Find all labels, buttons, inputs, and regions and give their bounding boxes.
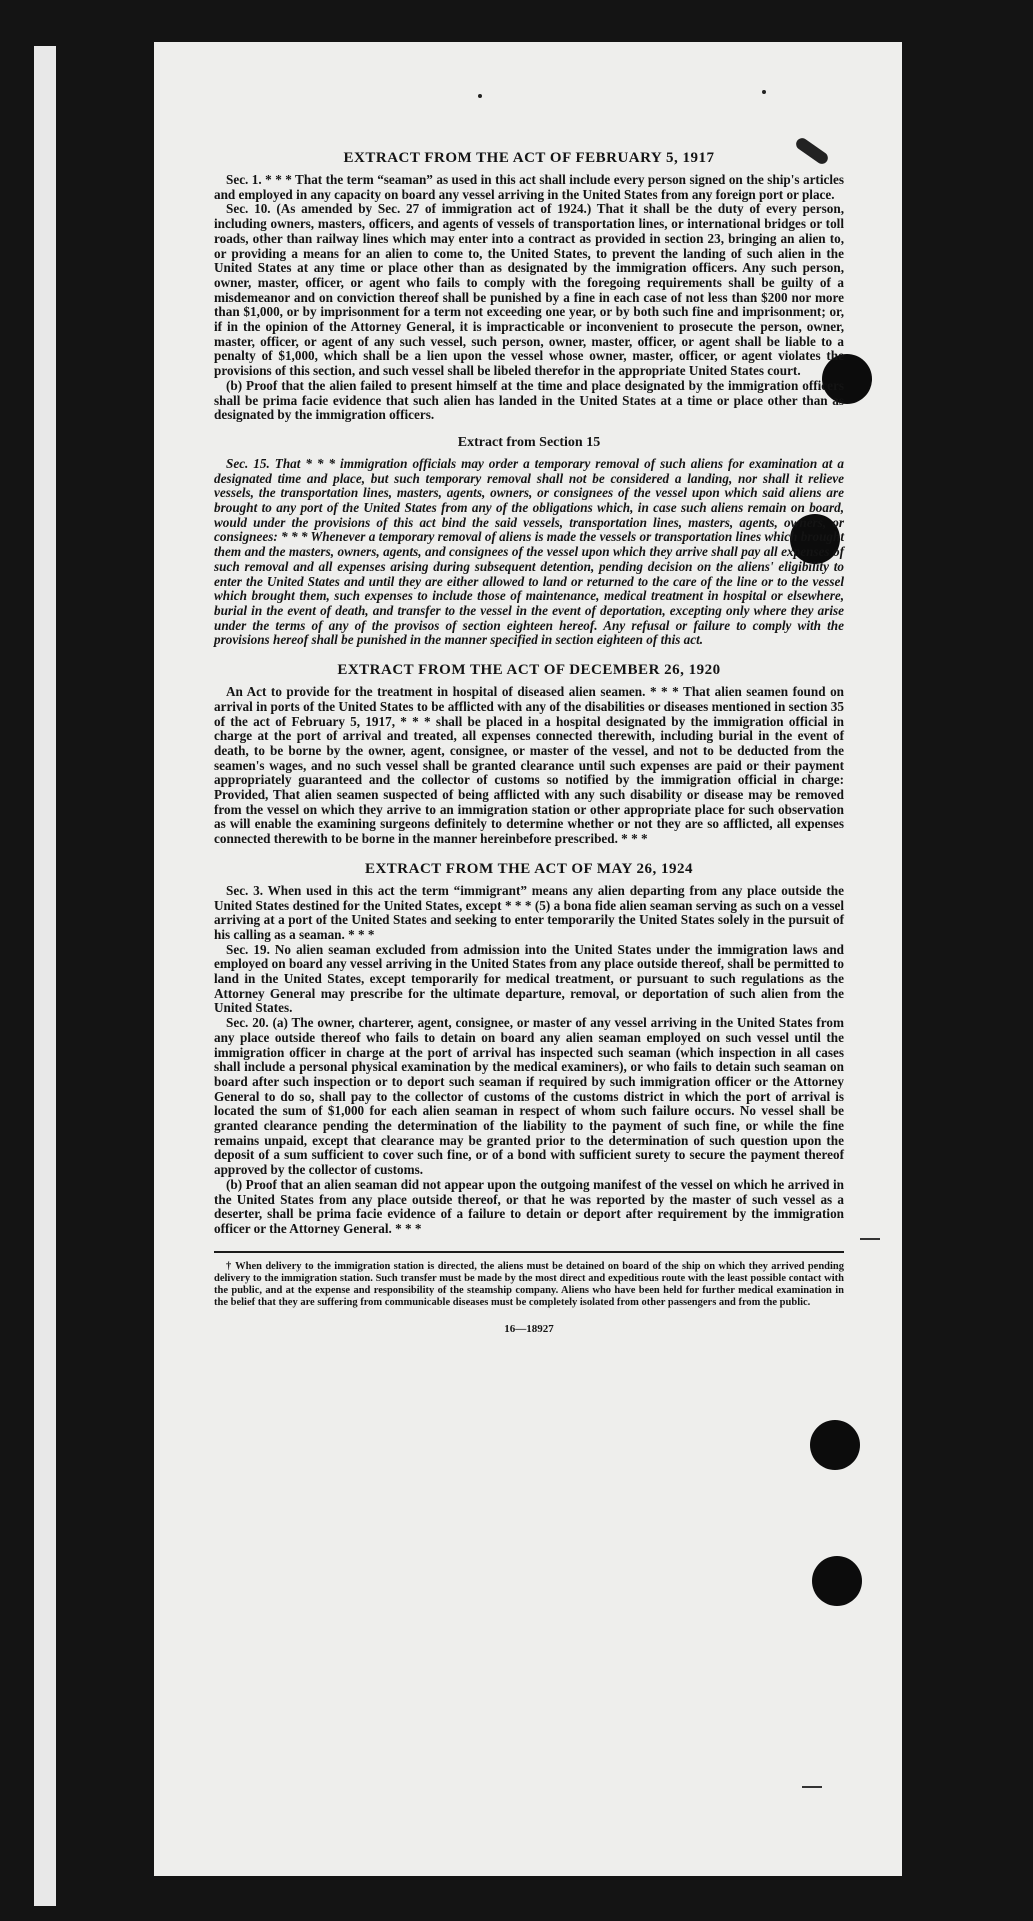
- heading-section-15: Extract from Section 15: [457, 434, 601, 450]
- heading-act-1917: EXTRACT FROM THE ACT OF FEBRUARY 5, 1917: [343, 150, 715, 166]
- speck: [762, 90, 766, 94]
- paragraph-sec-20: Sec. 20. (a) The owner, charterer, agent, consignee, or master of any vessel arriving in the United States from any place outside thereof who fails to detain on board any alien seaman employed on such vessel until the immigration officer in charge at the port of arrival has inspected such seaman (which inspection in all cases shall include a personal physical examination by the medical examiners), or who fails to detain such seaman on board after such inspection or to deport such seaman if required by such immigration officer or the Attorney General to do so, shall pay to the collector of customs of the customs district in which the port of arrival is located the sum of $1,000 for each alien seaman in respect of whom such failure occurs. No vessel shall be granted clearance pending the determination of the liability to the payment of such fine, or while the fine remains unpaid, except that clearance may be granted prior to the determination of such question upon the deposit of a sum sufficient to cover such fine, or of a bond with sufficient surety to secure the payment thereof approved by the collector of customs.: [214, 1015, 844, 1178]
- paragraph-sec-10-b: (b) Proof that the alien failed to present himself at the time and place designated by the immigration officers shall be prima facie evidence that such alien has landed in the United States at a time or place other than as designated by the immigration officers.: [214, 377, 844, 423]
- mark: [860, 1238, 880, 1240]
- paragraph-sec-20-b: (b) Proof that an alien seaman did not appear upon the outgoing manifest of the vessel on which he arrived in the United States from any place outside thereof, or that he was reported by the master of such vessel as a deserter, shall be prima facie evidence of a failure to detain or deport after requirement by the immigration officer or the Attorney General. * * *: [214, 1176, 844, 1236]
- paragraph-sec-10: Sec. 10. (As amended by Sec. 27 of immigration act of 1924.) That it shall be the duty of every person, including owners, masters, officers, and agents of vessels of transportation lines, or international bridges or toll roads, other than railway lines which may enter into a contract as provided in section 23, bringing an alien to, or providing a means for an alien to come to, the United States, to prevent the landing of such alien in the United States at any time or place other than as designated by the immigration officers. Any such person, owner, master, officer, or agent who fails to comply with the foregoing requirements shall be guilty of a misdemeanor and on conviction thereof shall be punished by a fine in each case of not less than $200 nor more than $1,000, or by imprisonment for a term not exceeding one year, or by both such fine and imprisonment; or, if in the opinion of the Attorney General, it is impracticable or inconvenient to prosecute the person, owner, master, officer, or agent of any such vessel, such person, owner, master, officer, or agent shall be liable to a penalty of $1,000, which shall be a lien upon the vessel whose owner, master, officer, or agent violates the provisions of this section, and such vessel shall be libeled therefor in the appropriate United States court.: [214, 201, 844, 379]
- heading-act-1924: EXTRACT FROM THE ACT OF MAY 26, 1924: [364, 860, 694, 877]
- footnote: † When delivery to the immigration station is directed, the aliens must be detained on board of the ship on which they arrived pending delivery to the immigration station. Such transfer must be made by the most direct and expeditious route with the least possible contact with the public, and at the expense and responsibility of the steamship company. Aliens who have been held for further medical examination in the belief that they are suffering from communicable diseases must be completely isolated from other passengers and from the public.: [214, 1260, 844, 1308]
- paragraph-sec-19: Sec. 19. No alien seaman excluded from admission into the United States under the immigration laws and employed on board any vessel arriving in the United States from any place outside thereof, shall be permitted to land in the United States, except temporarily for medical treatment, or pursuant to such regulations as the Attorney General may prescribe for the ultimate departure, removal, or deportation of such alien from the United States.: [214, 941, 844, 1016]
- paragraph-sec-3: Sec. 3. When used in this act the term “immigrant” means any alien departing from any place outside the United States destined for the United States, except * * * (5) a bona fide alien seaman serving as such on a vessel arriving at a port of the United States and seeking to enter temporarily the United States solely in the pursuit of his calling as a seaman. * * *: [214, 882, 844, 942]
- paragraph-act-1920: An Act to provide for the treatment in hospital of diseased alien seamen. * * * That alien seamen found on arrival in ports of the United States to be afflicted with any of the disabilities or diseases mentioned in section 35 of the act of February 5, 1917, * * * shall be placed in a hospital designated by the immigration official in charge at the port of arrival and treated, all expenses connected therewith, including burial in the event of death, to be borne by the owner, agent, consignee, or master of the vessel, and not to be deducted from the seamen's wages, and no such vessel shall be granted clearance until such expenses are paid or their payment appropriately guaranteed and the collector of customs so notified by the immigration official in charge: Provided, That alien seamen suspected of being afflicted with any such disability or disease may be removed from the vessel on which they arrive to an immigration station or other appropriate place for such observation as will enable the examining surgeons definitely to determine whether or not they are so afflicted, all expenses connected therewith to be borne in the manner hereinbefore prescribed. * * *: [214, 684, 844, 847]
- footnote-divider: [214, 1251, 844, 1253]
- speck: [478, 94, 482, 98]
- punch-hole: [812, 1556, 862, 1606]
- heading-act-1920: EXTRACT FROM THE ACT OF DECEMBER 26, 1920: [337, 662, 721, 679]
- paragraph-sec-15: Sec. 15. That * * * immigration officials may order a temporary removal of such aliens for examination at a designated time and place, but such temporary removal shall not be considered a landing, nor shall it relieve vessels, the transportation lines, masters, agents, owners, or consignees of the vessel upon which said aliens are brought to any port of the United States from any of the obligations which, in case such aliens remain on board, would under the provisions of this act bind the said vessels, transportation lines, masters, agents, owners, or consignees: * * * Whenever a temporary removal of aliens is made the vessels or transportation lines which brought them and the masters, owners, agents, and consignees of the vessel upon which they arrive shall pay all expenses of such removal and all expenses arising during subsequent detention, pending decision on the aliens' eligibility to enter the United States and until they are either allowed to land or returned to the care of the line or to the vessel which brought them, such expenses to include those of maintenance, medical treatment in hospital or elsewhere, burial in the event of death, and transfer to the vessel in the event of deportation, excepting only where they arise under the terms of any of the provisos of section eighteen hereof. Any refusal or failure to comply with the provisions hereof shall be punished in the manner specified in section eighteen of this act.: [214, 455, 844, 648]
- punch-hole: [810, 1420, 860, 1470]
- mark: [802, 1786, 822, 1788]
- adjacent-page-edge: [34, 46, 56, 1906]
- page-number: 16—18927: [504, 1322, 554, 1335]
- document-page: [154, 42, 902, 1876]
- paragraph-sec-1: Sec. 1. * * * That the term “seaman” as used in this act shall include every person signed on the ship's articles and employed in any capacity on board any vessel arriving in the United States from any foreign port or place.: [214, 172, 844, 202]
- document-text: [214, 150, 844, 1335]
